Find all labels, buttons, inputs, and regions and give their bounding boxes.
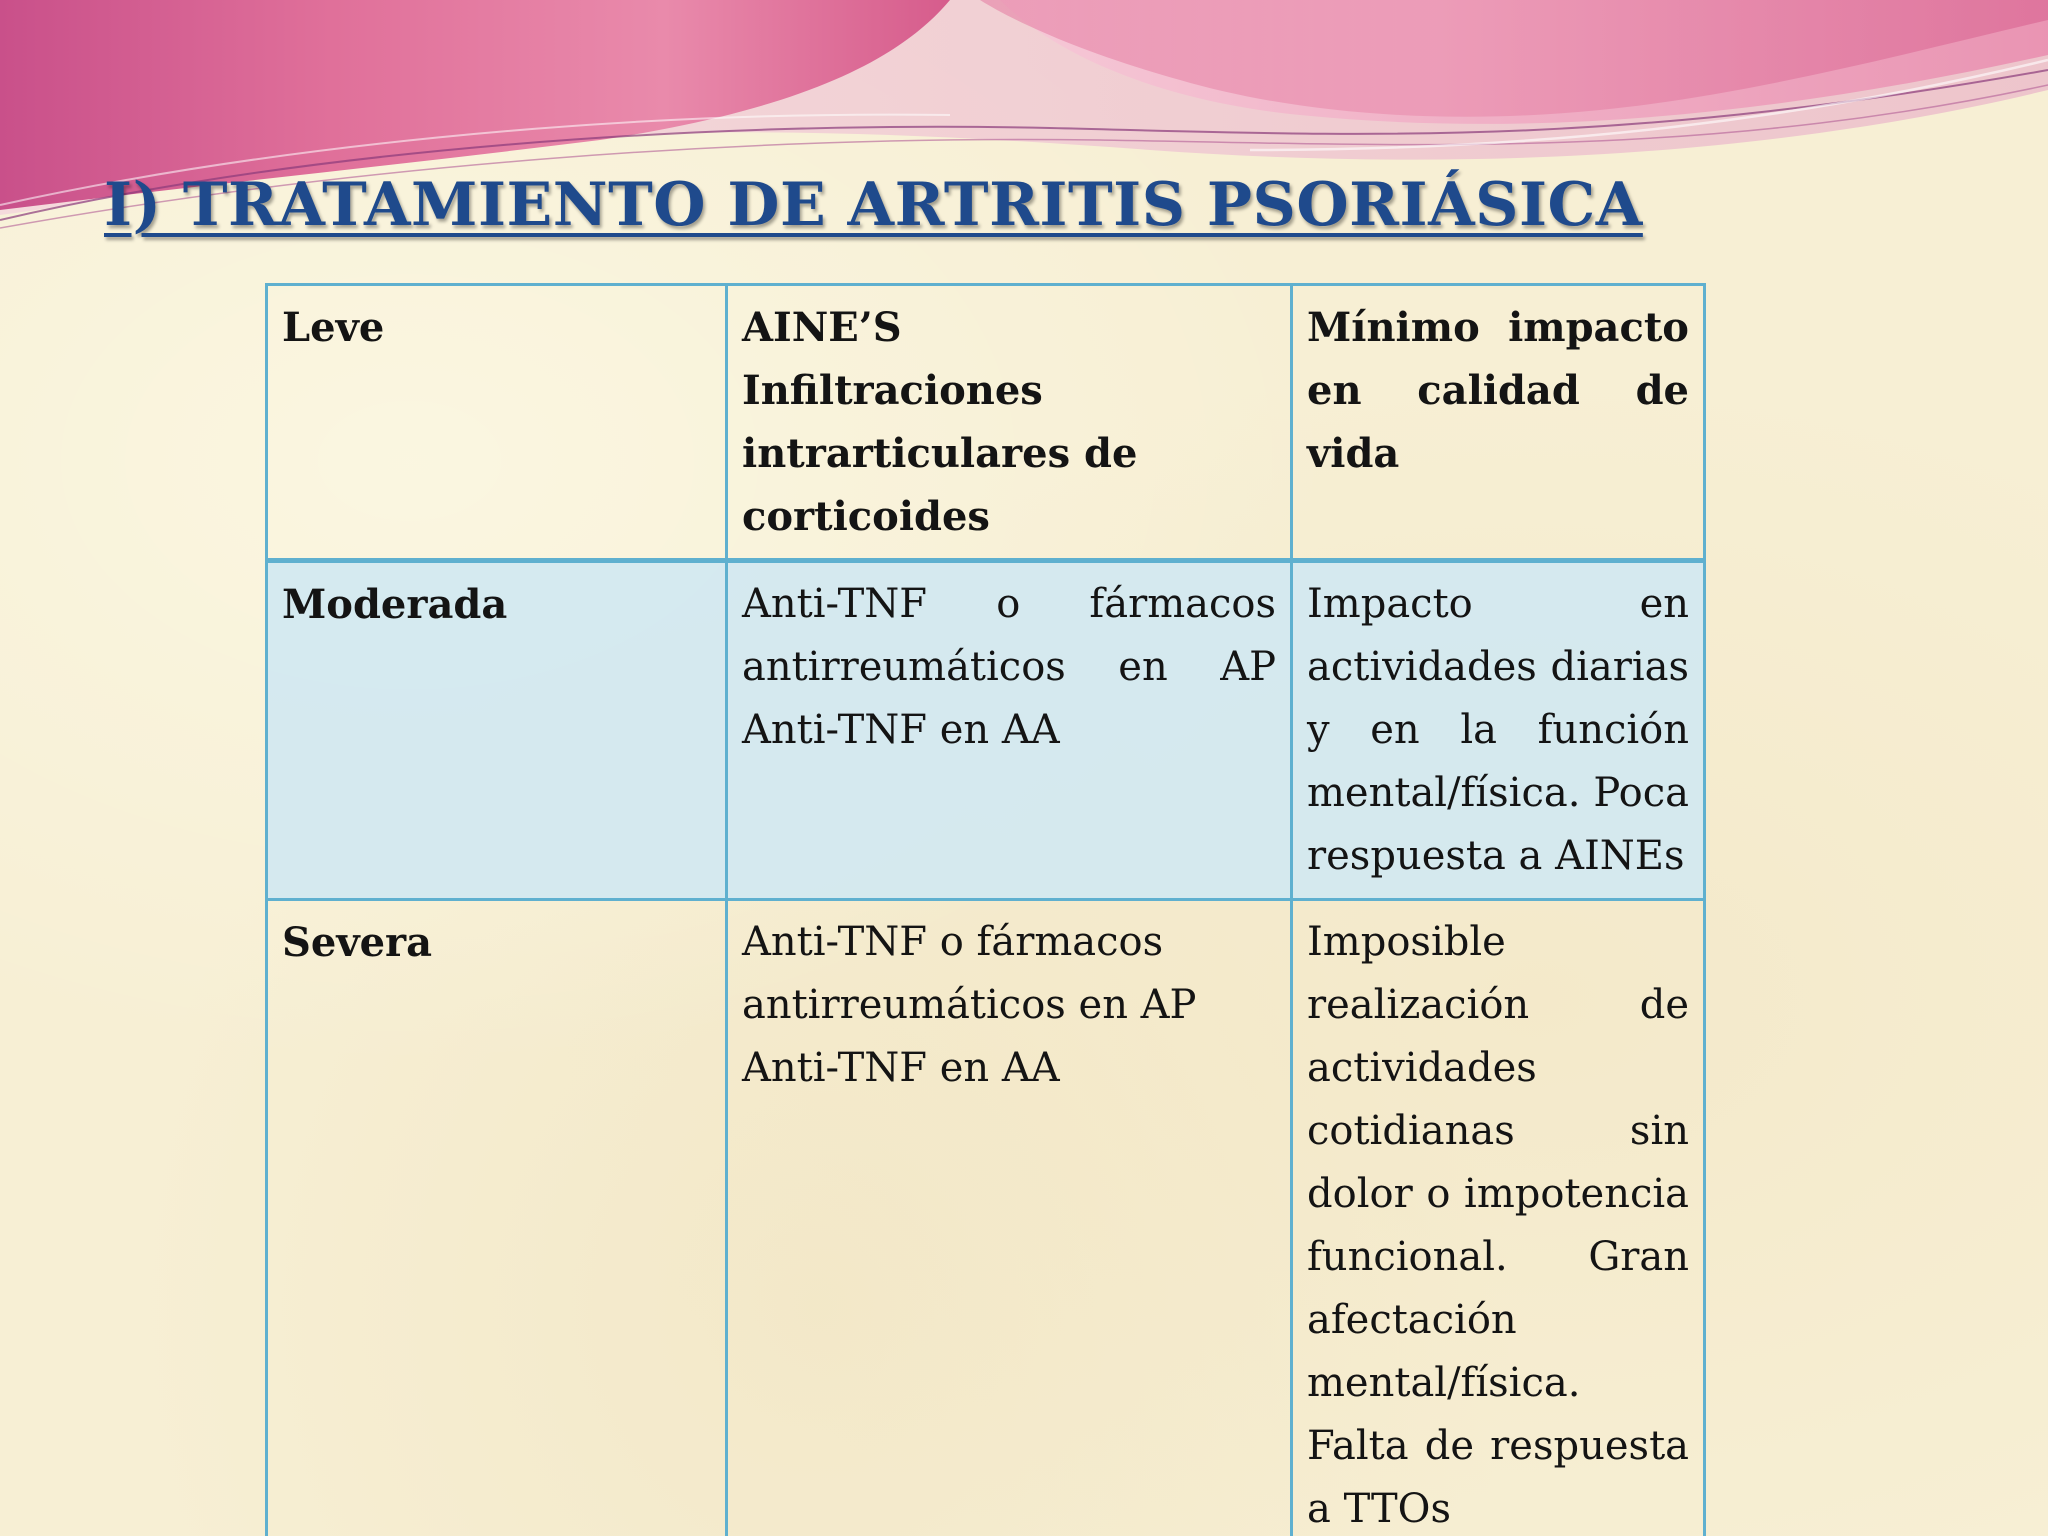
- severity-cell: Leve: [267, 285, 727, 561]
- treatment-line: Anti-TNF en AA: [742, 1045, 1060, 1091]
- treatment-line: Infiltraciones intrarticulares de corticoides: [742, 367, 1138, 540]
- treatment-table: [265, 283, 1706, 1536]
- table-row-leve: [267, 285, 1705, 561]
- treatment-line: Anti-TNF o fármacos antirreumáticos en AP: [742, 919, 1197, 1028]
- impact-cell: Impacto en actividades diarias y en la función mental/física. Poca respuesta a AINEs: [1292, 561, 1705, 900]
- treatment-line: Anti-TNF o fármacos antirreumáticos en AP: [742, 581, 1276, 690]
- treatment-line: AINE’S: [742, 304, 902, 351]
- table-row-severa: [267, 900, 1705, 1536]
- severity-cell: Moderada: [267, 561, 727, 900]
- page-title: I) TRATAMIENTO DE ARTRITIS PSORIÁSICA: [104, 170, 1643, 240]
- treatment-cell: [727, 285, 1292, 561]
- severity-cell: Severa: [267, 900, 727, 1536]
- treatment-cell: [727, 900, 1292, 1536]
- treatment-cell: [727, 561, 1292, 900]
- impact-cell: Imposible realización de actividades cotidianas sin dolor o impotencia funcional. Gran afectación mental/física. Falta de respuesta a TTOs: [1292, 900, 1705, 1536]
- table-row-moderada: [267, 561, 1705, 900]
- impact-cell: Mínimo impacto en calidad de vida: [1292, 285, 1705, 561]
- treatment-line: Anti-TNF en AA: [742, 707, 1060, 753]
